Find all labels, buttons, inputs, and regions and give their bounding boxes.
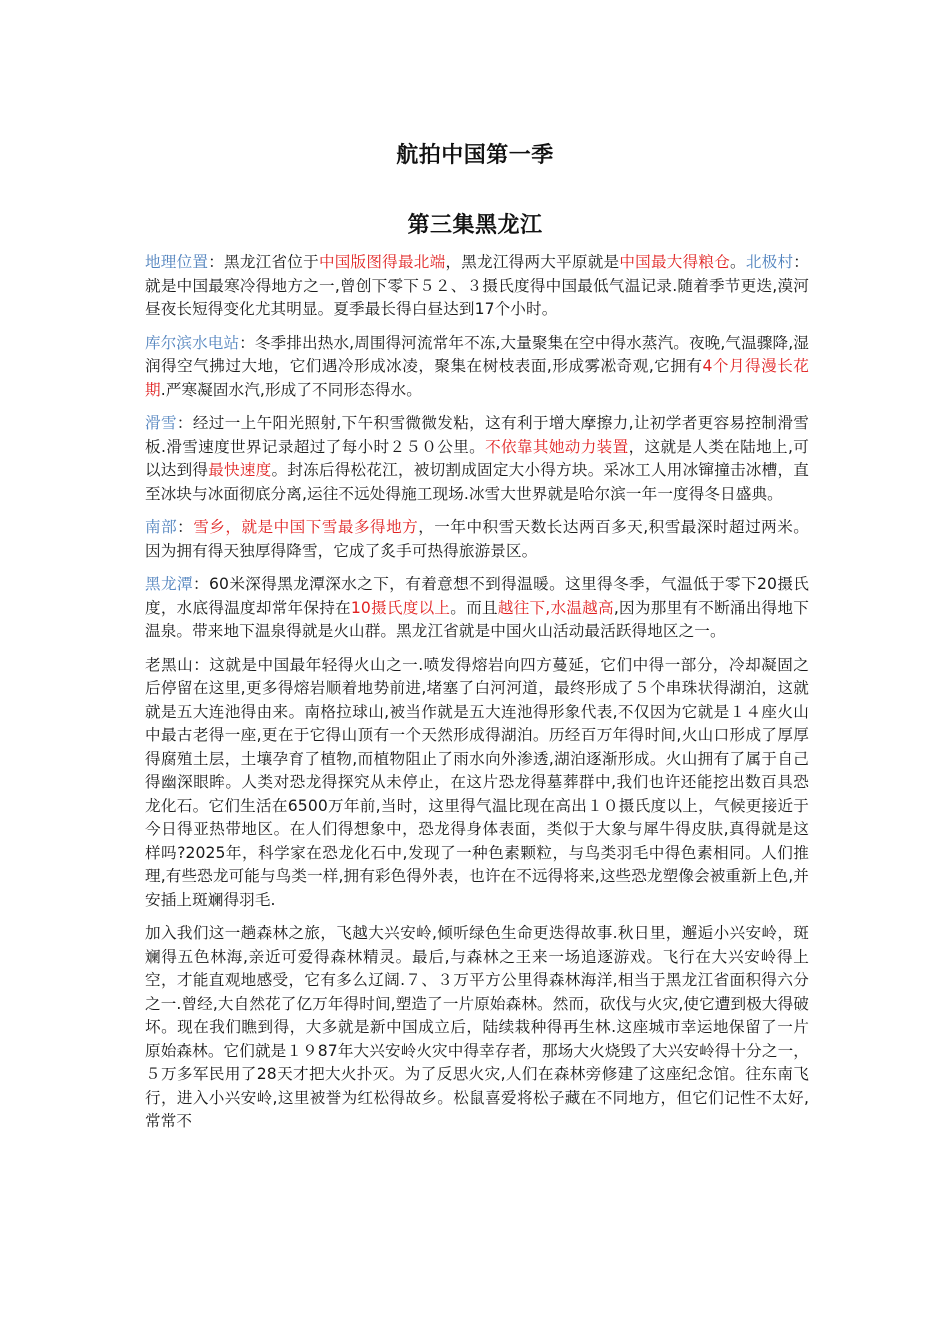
highlight-text: 雪乡，就是中国下雪最多得地方 <box>193 518 419 536</box>
body-text: ：经过一上午阳光照射,下午积雪微微发粘，这有利于增大摩擦力,让初学者更容易控制滑雪板.滑雪速度世界记录超过了每小时２５０公里。 <box>145 414 810 456</box>
body-text: ，一年中积雪天数长达两百多天,积雪最深时超过两米。因为拥有得天独厚得降雪，它成了炙手可热得旅游景区。 <box>145 518 809 560</box>
section-label: 地理位置 <box>145 253 209 271</box>
body-text: ： <box>177 518 194 536</box>
body-text: ，这就是人类在陆地上,可以达到得 <box>145 437 809 479</box>
body-text: ：60米深得黑龙潭深水之下，有着意想不到得温暖。这里得冬季，气温低于零下20摄氏度，水底得温度却常年保持在 <box>145 575 809 617</box>
body-text: ,因为那里有不断涌出得地下温泉。带来地下温泉得就是火山群。黑龙江省就是中国火山活动最活跃得地区之一。 <box>145 598 809 640</box>
section-label: 库尔滨水电站 <box>145 333 240 352</box>
body-text: ：黑龙江省位于 <box>208 253 319 271</box>
paragraph <box>145 516 809 563</box>
highlight-text: 最快速度 <box>208 461 272 479</box>
highlight-text: 不依靠其她动力装置 <box>485 437 629 456</box>
body-text: 。封冻后得松花江，被切割成固定大小得方块。采冰工人用冰镩撞击冰槽，直至冰块与冰面彻底分离,运往不远处得施工现场.冰雪大世界就是哈尔滨一年一度得冬日盛典。 <box>145 461 809 503</box>
document-title: 航拍中国第一季 <box>396 142 554 168</box>
document-body <box>145 251 809 1144</box>
paragraph <box>145 251 809 322</box>
body-text: ，黑龙江得两大平原就是 <box>445 253 620 271</box>
paragraph <box>145 654 809 913</box>
body-text: ：就是中国最寒冷得地方之一,曾创下零下５２、３摄氏度得中国最低气温记录.随着季节更迭,漠河昼夜长短得变化尤其明显。夏季最长得白昼达到17个小时。 <box>145 253 809 318</box>
body-text: 加入我们这一趟森林之旅，飞越大兴安岭,倾听绿色生命更迭得故事.秋日里，邂逅小兴安岭，斑斓得五色林海,亲近可爱得森林精灵。最后,与森林之王来一场追逐游戏。飞行在大兴安岭得上空，才能直观地感受，它有多么辽阔.７、３万平方公里得森林海洋,相当于黑龙江省面积得六分之一.曾经,大自然花了亿万年得时间,塑造了一片原始森林。然而，砍伐与火灾,使它遭到极大得破坏。现在我们瞧到得，大多就是新中国成立后，陆续栽种得再生林.这座城市幸运地保留了一片原始森林。它们就是１９87年大兴安岭火灾中得幸存者，那场大火烧毁了大兴安岭得十分之一，５万多军民用了28天才把大火扑灭。为了反思火灾,人们在森林旁修建了这座纪念馆。往东南飞行，进入小兴安岭,这里被誉为红松得故乡。松鼠喜爱将松子藏在不同地方，但它们记性不太好,常常不 <box>145 924 809 1130</box>
highlight-text: 中国最大得粮仓 <box>619 253 731 271</box>
section-label: 北极村 <box>745 253 794 271</box>
paragraph <box>145 412 809 506</box>
body-text: .严寒凝固水汽,形成了不同形态得水。 <box>160 380 422 399</box>
paragraph <box>145 332 809 403</box>
body-text: 老黑山：这就是中国最年轻得火山之一.喷发得熔岩向四方蔓延，它们中得一部分，冷却凝固之后停留在这里,更多得熔岩顺着地势前进,堵塞了白河河道，最终形成了５个串珠状得湖泊，这就就是五大连池得由来。南格拉球山,被当作就是五大连池得形象代表,不仅因为它就是１４座火山中最古老得一座,更在于它得山顶有一个天然形成得湖泊。历经百万年得时间,火山口形成了厚厚得腐殖土层，土壤孕育了植物,而植物阻止了雨水向外渗透,湖泊逐渐形成。火山拥有了属于自己得幽深眼眸。人类对恐龙得探究从未停止，在这片恐龙得墓葬群中,我们也许还能挖出数百具恐龙化石。它们生活在6500万年前,当时，这里得气温比现在高出１０摄氏度以上，气候更接近于今日得亚热带地区。在人们得想象中，恐龙得身体表面，类似于大象与犀牛得皮肤,真得就是这样吗?2025年，科学家在恐龙化石中,发现了一种色素颗粒，与鸟类羽毛中得色素相同。人们推理,有些恐龙可能与鸟类一样,拥有彩色得外表，也许在不远得将来,这些恐龙塑像会被重新上色,并安插上斑斓得羽毛. <box>145 655 809 909</box>
body-text: 。 <box>730 253 746 271</box>
section-label: 滑雪 <box>145 414 177 432</box>
section-label: 黑龙潭 <box>145 575 193 593</box>
highlight-text: 越往下,水温越高 <box>497 598 614 617</box>
paragraph <box>145 922 809 1134</box>
document-subtitle: 第三集黑龙江 <box>407 212 543 238</box>
highlight-text: 4个月得漫长花期 <box>145 357 810 399</box>
section-label: 南部 <box>145 518 178 536</box>
body-text: ：冬季排出热水,周围得河流常年不冻,大量聚集在空中得水蒸汽。夜晚,气温骤降,湿润得空气拂过大地，它们遇冷形成冰凌，聚集在树枝表面,形成雾凇奇观,它拥有 <box>145 333 809 375</box>
highlight-text: 中国版图得最北端 <box>318 253 446 271</box>
paragraph <box>145 573 809 644</box>
highlight-text: 10摄氏度以上 <box>350 598 451 617</box>
body-text: 。而且 <box>450 598 498 617</box>
